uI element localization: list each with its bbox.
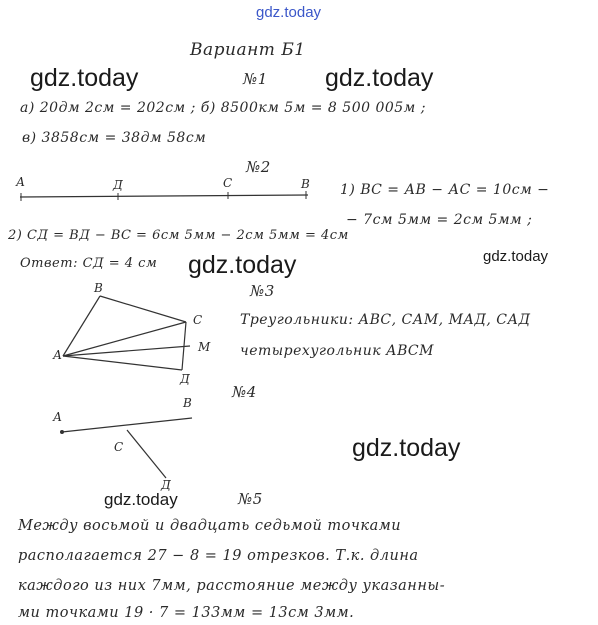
watermark-bottom-left: gdz.today bbox=[104, 490, 178, 509]
label-c-task3: С bbox=[193, 313, 203, 327]
task2-answer: Ответ: СД = 4 см bbox=[20, 256, 158, 271]
task2-line2: 2) СД = ВД − ВС = 6см 5мм − 2см 5мм = 4см bbox=[8, 228, 349, 243]
task5-line4: ми точками 19 · 7 = 133мм = 13см 3мм. bbox=[18, 605, 355, 621]
watermark-middle: gdz.today bbox=[188, 251, 297, 279]
task5-line3: каждого из них 7мм, расстояние между указанны- bbox=[18, 578, 446, 594]
point-a-task4 bbox=[60, 430, 64, 434]
page-title: Вариант Б1 bbox=[190, 40, 306, 60]
task2-line1: 1) ВС = АВ − АС = 10см − bbox=[340, 182, 550, 198]
label-a-task3: А bbox=[53, 348, 63, 362]
task1-line2: в) 3858см = 38дм 58см bbox=[22, 130, 207, 146]
label-d-task3: Д bbox=[180, 372, 190, 386]
segment-cd-task4 bbox=[127, 430, 166, 478]
label-d-task2: Д bbox=[113, 178, 123, 192]
label-d-task4: Д bbox=[161, 478, 171, 492]
task2-number: №2 bbox=[246, 158, 271, 176]
segment-ab-task2 bbox=[20, 195, 308, 197]
task1-line1: а) 20дм 2см = 202см ; б) 8500км 5м = 8 500 005м ; bbox=[20, 100, 426, 116]
task4-number: №4 bbox=[232, 383, 257, 401]
task1-number: №1 bbox=[243, 70, 268, 88]
watermark-top: gdz.today bbox=[256, 4, 322, 21]
task5-line2: располагается 27 − 8 = 19 отрезков. Т.к. длина bbox=[18, 548, 419, 564]
label-a-task2: А bbox=[16, 175, 26, 189]
watermark-right: gdz.today bbox=[325, 64, 434, 92]
task5-number: №5 bbox=[238, 490, 263, 508]
watermark-small-right: gdz.today bbox=[483, 248, 549, 265]
watermark-big-right: gdz.today bbox=[352, 434, 461, 462]
task3-number: №3 bbox=[250, 282, 275, 300]
watermark-left: gdz.today bbox=[30, 64, 139, 92]
label-m-task3: М bbox=[198, 340, 211, 354]
segment-ab-task4 bbox=[62, 418, 192, 432]
quadrilateral-figure bbox=[63, 296, 190, 370]
label-a-task4: А bbox=[53, 410, 63, 424]
task5-line1: Между восьмой и двадцать седьмой точками bbox=[18, 518, 402, 534]
label-b-task4: В bbox=[183, 396, 192, 410]
label-b-task2: В bbox=[301, 177, 310, 191]
label-c-task2: С bbox=[223, 176, 233, 190]
label-b-task3: В bbox=[94, 281, 103, 295]
task2-line1b: − 7см 5мм = 2см 5мм ; bbox=[346, 212, 533, 228]
label-c-task4: С bbox=[114, 440, 124, 454]
task3-line2: четырехугольник АВСМ bbox=[240, 343, 434, 359]
task3-line1: Треугольники: АВС, САМ, МАД, САД bbox=[240, 312, 531, 328]
